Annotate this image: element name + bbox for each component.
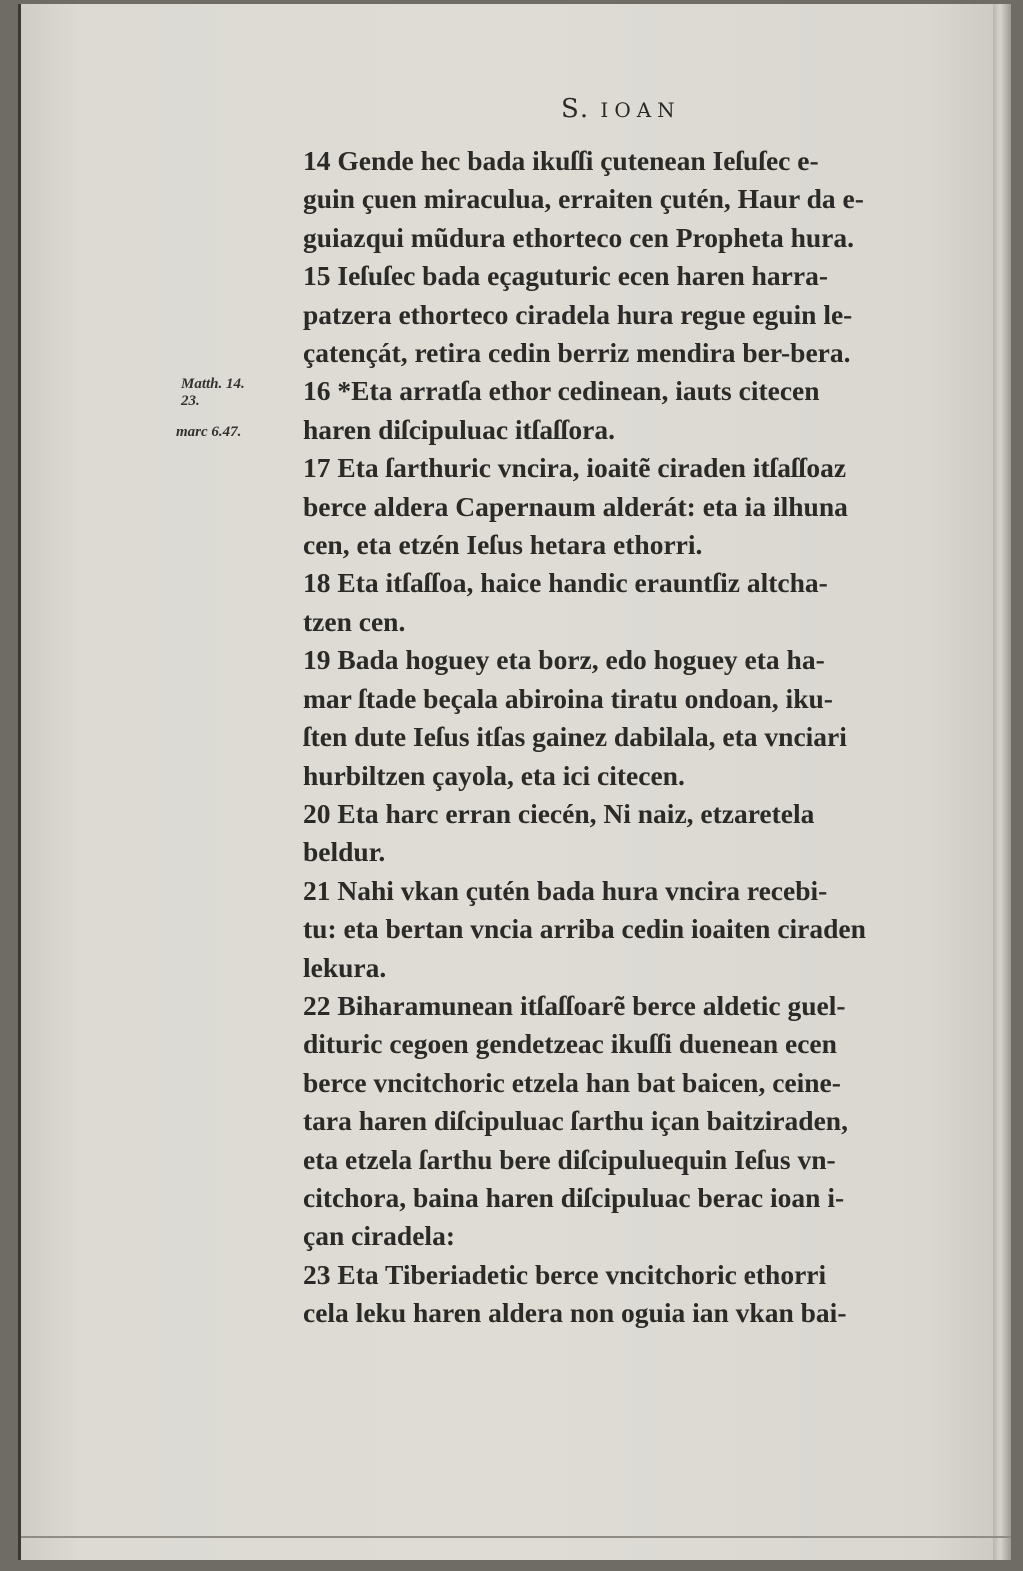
margin-reference-marc: marc 6.47.	[176, 424, 242, 440]
verse-15: 15 Ieſuſec bada eçaguturic ecen haren harra- patzera ethorteco ciradela hura regue eguin le- çatençát, retira cedin berriz mendira ber-bera.	[303, 260, 853, 369]
verse-16: 16 *Eta arratſa ethor cedinean, iauts citecen haren diſcipuluac itſaſſora.	[303, 375, 820, 445]
verse-18: 18 Eta itſaſſoa, haice handic erauntſiz altcha- tzen cen.	[303, 567, 828, 637]
verse-14: 14 Gende hec bada ikuſſi çutenean Ieſuſec e- guin çuen miraculua, erraiten çutén, Haur da e- guiazqui mũdura ethorteco cen Propheta hura.	[303, 145, 864, 253]
verse-20: 20 Eta harc erran ciecén, Ni naiz, etzaretela beldur.	[303, 797, 815, 868]
verse-23: 23 Eta Tiberiadetic berce vncitchoric ethorri cela leku haren aldera non oguia ian vkan bai-	[303, 1258, 847, 1329]
scripture-text	[303, 142, 963, 1333]
header-book-name: IOAN	[600, 98, 681, 122]
page-edge	[993, 4, 1011, 1560]
page-bottom-rule	[21, 1536, 1011, 1538]
book-page	[18, 4, 1011, 1560]
margin-reference-matthew: Matth. 14. 23.	[181, 376, 245, 409]
verse-17: 17 Eta ſarthuric vncira, ioaitẽ ciraden itſaſſoaz berce aldera Capernaum alderát: eta ia ilhuna cen, eta etzén Ieſus hetara ethorri.	[303, 452, 848, 561]
verse-21: 21 Nahi vkan çutén bada hura vncira recebi- tu: eta bertan vncia arriba cedin ioaiten ciraden lekura.	[303, 874, 866, 983]
page-header	[561, 94, 681, 124]
verse-19: 19 Bada hoguey eta borz, edo hoguey eta ha- mar ſtade beçala abiroina tiratu ondoan, iku- ſten dute Ieſus itſas gainez dabilala, eta vnciari hurbiltzen çayola, eta ici citecen.	[303, 644, 847, 791]
verse-22: 22 Biharamunean itſaſſoarẽ berce aldetic guel- dituric cegoen gendetzeac ikuſſi duenean ecen berce vncitchoric etzela han bat baicen, ceine- tara haren diſcipuluac ſarthu içan baitziraden, eta etzela ſarthu bere diſcipuluequin Ieſus vn- citchora, baina haren diſcipuluac berac ioan i- çan ciradela:	[303, 989, 848, 1252]
header-abbrev: S.	[561, 94, 591, 124]
